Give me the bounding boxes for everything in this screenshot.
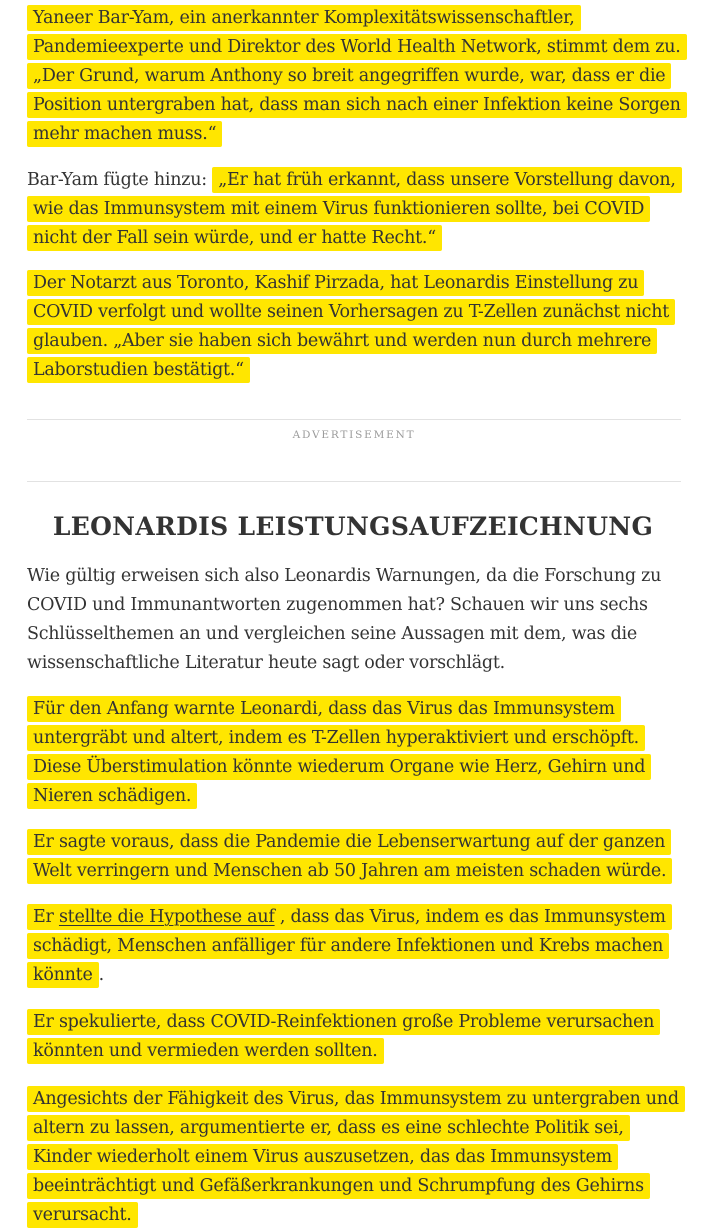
paragraph-infection-hypothesis [27,903,687,990]
hypothesis-link[interactable]: stellte die Hypothese auf [58,907,275,927]
highlighted-text: Angesichts der Fähigkeit des Virus, das Immunsystem zu untergraben und altern zu lassen, argumentierte er, dass es eine schlechte Politik sei, Kinder wiederholt einem Virus auszusetzen, das das Immunsystem beeinträchtigt und Gefäßerkrankungen und Schrumpfung des Gehirns verursacht. [27,1086,685,1228]
paragraph-bar-yam-quote [27,4,687,149]
highlighted-text: Für den Anfang warnte Leonardi, dass das Virus das Immunsystem untergräbt und altert, indem es T-Zellen hyperaktiviert und erschöpft. Diese Überstimulation könnte wiederum Organe wie Herz, Gehirn und Nieren schädigen. [27,696,651,809]
paragraph-pre-text: Er [33,907,59,927]
paragraph-lead-text: Bar-Yam fügte hinzu: [27,170,213,190]
paragraph-reinfections [27,1008,687,1066]
paragraph-life-expectancy [27,828,687,886]
paragraph-end-text: . [98,965,104,985]
highlighted-text: Der Notarzt aus Toronto, Kashif Pirzada, hat Leonardis Einstellung zu COVID verfolgt und wollte seinen Vorhersagen zu T-Zellen zunächst nicht glauben. „Aber sie haben sich bewährt und werden nun durch mehrere Laborstudien bestätigt.“ [27,270,675,383]
highlighted-text: Yaneer Bar-Yam, ein anerkannter Komplexitätswissenschaftler, Pandemieexperte und Direktor des World Health Network, stimmt dem zu. „Der Grund, warum Anthony so breit angegriffen wurde, war, dass er die Position untergraben hat, dass man sich nach einer Infektion keine Sorgen mehr machen muss.“ [27,5,687,147]
advertisement-divider-bottom [27,481,681,482]
highlighted-text [27,904,672,988]
paragraph-text: Wie gültig erweisen sich also Leonardis Warnungen, da die Forschung zu COVID und Immunantworten zugenommen hat? Schauen wir uns sechs Schlüsselthemen an und vergleichen seine Aussagen mit dem, was die wissenschaftliche Literatur heute sagt oder vorschlägt. [27,566,662,673]
advertisement-label: ADVERTISEMENT [292,429,416,441]
paragraph-bar-yam-addition [27,166,687,253]
paragraph-pirzada [27,269,687,385]
highlighted-text: „Er hat früh erkannt, dass unsere Vorstellung davon, wie das Immunsystem mit einem Virus funktionieren sollte, bei COVID nicht der Fall sein würde, und er hatte Recht.“ [27,167,682,251]
highlighted-text: Er sagte voraus, dass die Pandemie die Lebenserwartung auf der ganzen Welt verringern und Menschen ab 50 Jahren am meisten schaden würde. [27,829,672,884]
highlighted-text: Er spekulierte, dass COVID-Reinfektionen große Probleme verursachen könnten und vermieden werden sollten. [27,1009,660,1064]
paragraph-mid-text: , dass das Virus, indem es das Immunsystem schädigt, Menschen anfälliger für andere Infektionen und Krebs machen könnte [33,907,666,985]
paragraph-intro-record [27,562,687,678]
advertisement-divider-top [27,419,681,420]
paragraph-immune-warning [27,695,687,811]
paragraph-children-policy [27,1085,687,1230]
section-heading: LEONARDIS LEISTUNGSAUFZEICHNUNG [52,512,654,541]
